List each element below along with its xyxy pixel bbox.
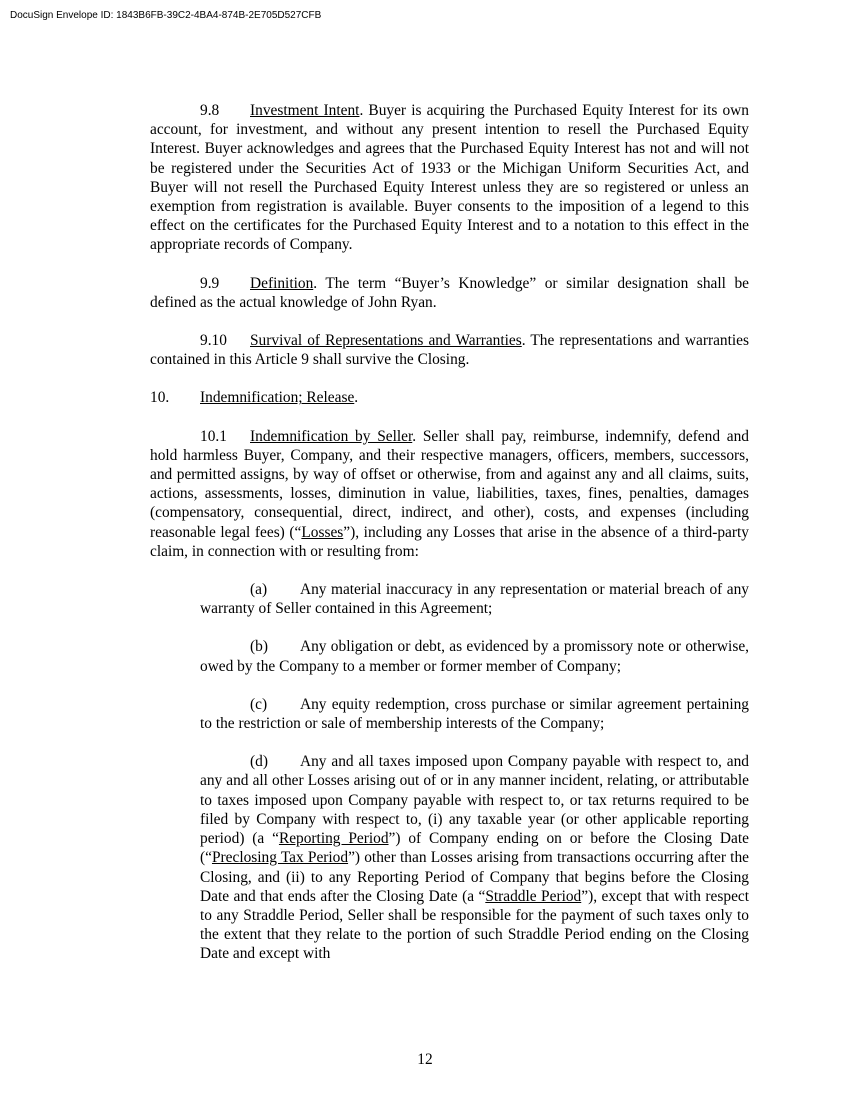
- section-10: [150, 388, 749, 407]
- item-label: (a): [250, 581, 268, 599]
- section-text: ”), including any Losses that arise in the absence of a third-party claim, in connection with or resulting from:: [150, 523, 749, 560]
- section-number: 9.10: [200, 332, 227, 350]
- section-title: Indemnification by Seller: [250, 427, 413, 445]
- item-text: Any and all taxes imposed upon Company payable with respect to, and any and all other Losses arising out of or in any manner incident, relating, or attributable to taxes imposed upon Company payable with respect to, or tax returns required to be filed by Company with respect to, (i) any taxable year (or other applicable reporting period) (a “: [200, 753, 749, 848]
- section-number: 9.9: [200, 274, 220, 292]
- item-text: ”) of Company ending on or before the Closing Date (“: [200, 830, 749, 867]
- item-d: [200, 752, 749, 963]
- item-a: [200, 580, 749, 618]
- section-title: Definition: [250, 274, 314, 292]
- section-text: . The representations and warranties contained in this Article 9 shall survive the Closing.: [150, 332, 750, 369]
- item-text: Any material inaccuracy in any representation or material breach of any warranty of Seller contained in this Agreement;: [200, 581, 749, 618]
- section-text: . Seller shall pay, reimburse, indemnify, defend and hold harmless Buyer, Company, and their respective managers, officers, members, successors, and permitted assigns, by way of offset or otherwise, from and against any and all claims, suits, actions, assessments, losses, diminution in value, liabilities, taxes, fines, penalties, damages (compensatory, consequential, direct, indirect, and other), costs, and expenses (including reasonable legal fees) (“: [150, 427, 749, 541]
- item-label: (d): [250, 753, 268, 771]
- defined-term: Reporting Period: [278, 830, 389, 848]
- section-title: Indemnification; Release: [200, 389, 355, 407]
- section-number: 9.8: [200, 102, 220, 119]
- page-number: 12: [417, 1051, 433, 1068]
- section-10-1: [150, 427, 749, 561]
- section-number: 10.: [150, 389, 170, 407]
- defined-term: Preclosing Tax Period: [211, 849, 349, 867]
- item-text: Any obligation or debt, as evidenced by a promissory note or otherwise, owed by the Company to a member or former member of Company;: [200, 638, 749, 675]
- item-c: [200, 695, 749, 733]
- document-body: [150, 101, 749, 983]
- item-text: ”) other than Losses arising from transactions occurring after the Closing, and (ii) to any Reporting Period of Company that begins before the Closing Date and that ends after the Closing Date (a “: [200, 849, 749, 905]
- item-label: (c): [250, 695, 268, 713]
- item-label: (b): [250, 638, 268, 656]
- section-9-8: [150, 101, 749, 255]
- section-number: 10.1: [200, 427, 227, 445]
- defined-term: Straddle Period: [485, 887, 582, 905]
- item-text: ”), except that with respect to any Straddle Period, Seller shall be responsible for the payment of such taxes only to the extent that they relate to the portion of such Straddle Period ending on the Closing Date and except with: [200, 887, 750, 963]
- envelope-id: DocuSign Envelope ID: 1843B6FB-39C2-4BA4-874B-2E705D527CFB: [10, 10, 322, 21]
- section-text: .: [354, 389, 359, 407]
- section-text: . The term “Buyer’s Knowledge” or similar designation shall be defined as the actual knowledge of John Ryan.: [150, 274, 749, 311]
- item-text: Any equity redemption, cross purchase or similar agreement pertaining to the restriction or sale of membership interests of the Company;: [200, 695, 749, 733]
- defined-term: Losses: [301, 523, 344, 541]
- section-9-10: [150, 331, 749, 369]
- section-text: . Buyer is acquiring the Purchased Equity Interest for its own account, for investment, and without any present intention to resell the Purchased Equity Interest. Buyer acknowledges and agrees that the Purchased Equity Interest has not and will not be registered under the Securities Act of 1933 or the Michigan Uniform Securities Act, and Buyer will not resell the Purchased Equity Interest unless they are so registered or unless an exemption from registration is available. Buyer consents to the imposition of a legend to this effect on the certificates for the Purchased Equity Interest and to a notation to this effect in the appropriate records of Company.: [150, 102, 749, 254]
- section-9-9: [150, 274, 749, 312]
- item-b: [200, 637, 749, 675]
- section-title: Investment Intent: [250, 102, 360, 119]
- section-title: Survival of Representations and Warranties: [250, 332, 522, 350]
